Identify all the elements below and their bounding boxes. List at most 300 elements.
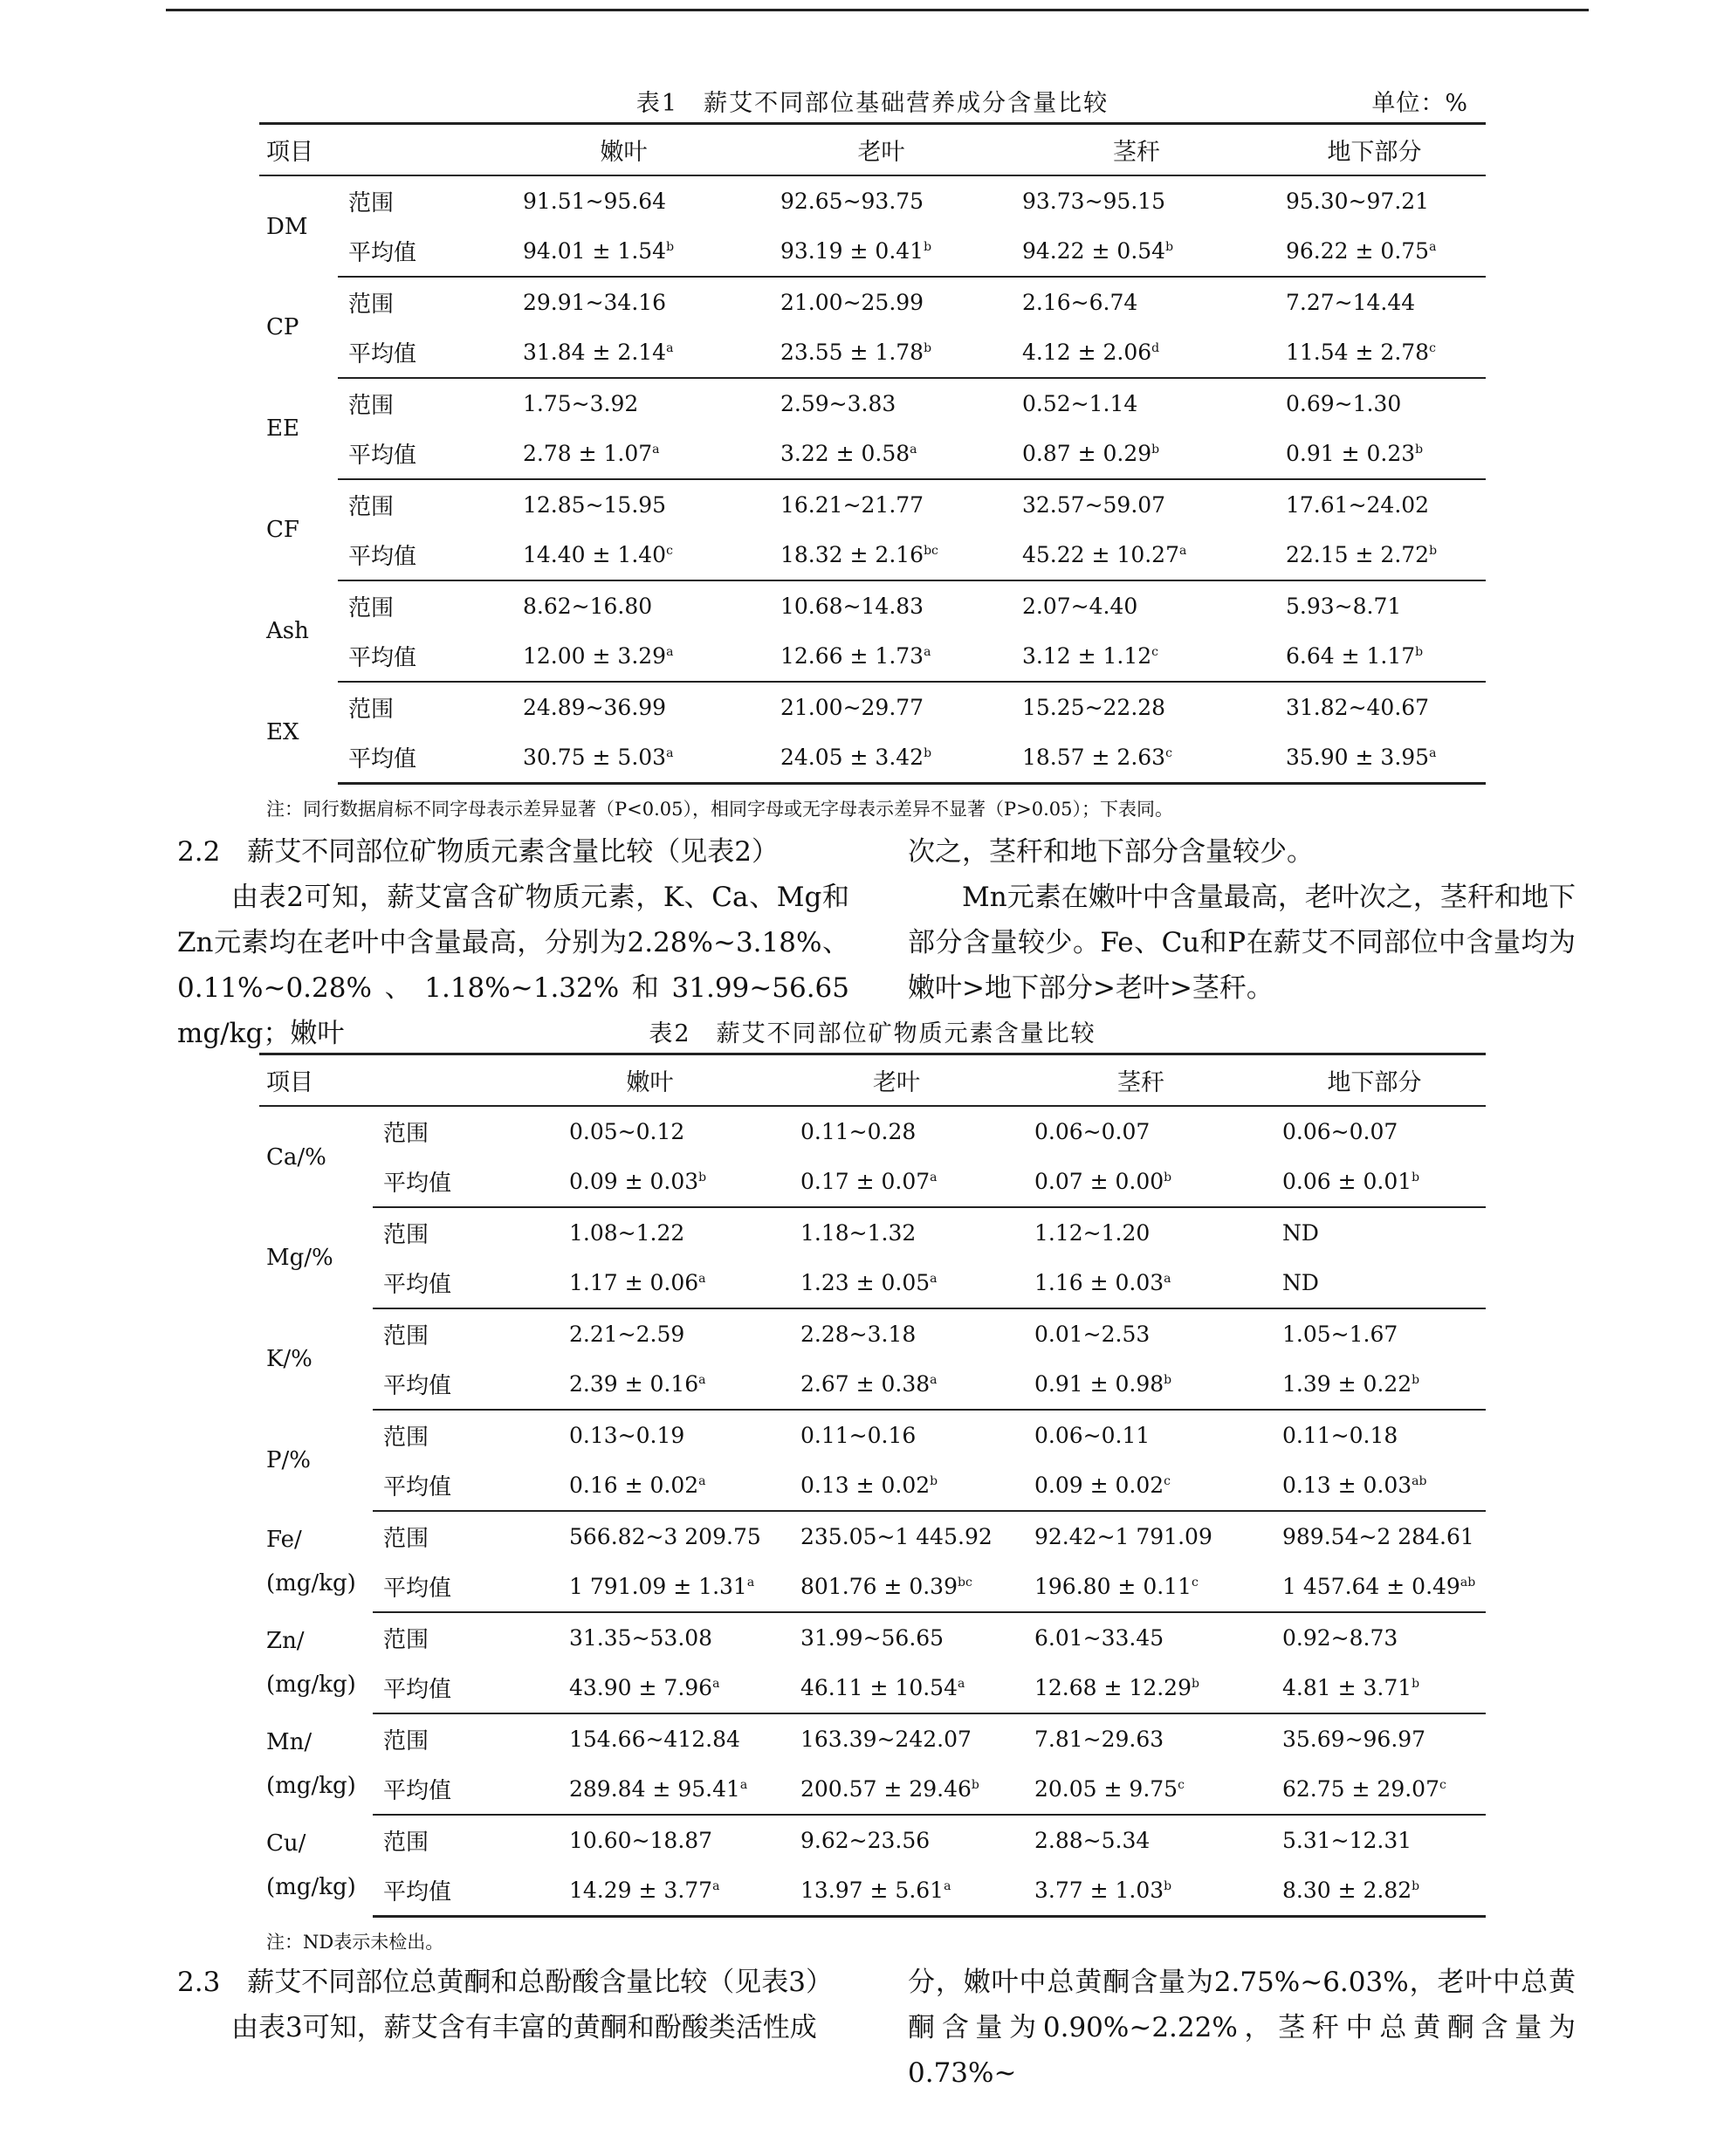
cell-value: 0.06~0.11 (1034, 1423, 1151, 1448)
value-cell (774, 1562, 1019, 1612)
cell-value: 3.77 ± 1.03 (1034, 1878, 1164, 1903)
significance-letter: b (1412, 1677, 1420, 1691)
value-cell (1010, 530, 1263, 580)
group-name: DM (266, 213, 308, 240)
cell-value: 20.05 ± 9.75 (1034, 1776, 1178, 1802)
significance-letter: b (1415, 645, 1424, 659)
group-unit: (mg/kg) (266, 1874, 356, 1901)
row-label: 范围 (383, 1121, 429, 1147)
table-row (259, 530, 1486, 580)
cell-value: 2.88~5.34 (1034, 1828, 1151, 1853)
row-label: 范围 (383, 1830, 429, 1856)
cell-value: 7.81~29.63 (1034, 1727, 1164, 1752)
significance-letter: c (1178, 1778, 1185, 1792)
row-label: 范围 (348, 190, 395, 216)
significance-letter: b (698, 1171, 707, 1184)
value-cell (1263, 1359, 1486, 1410)
value-cell (1019, 1713, 1263, 1764)
value-cell (525, 1511, 774, 1562)
value-cell (752, 175, 1010, 226)
value-cell (774, 1865, 1019, 1917)
significance-letter: b (1412, 1373, 1420, 1387)
significance-letter: c (1429, 341, 1436, 355)
value-cell (1263, 631, 1486, 682)
value-cell (1010, 580, 1263, 631)
cell-value: 1 791.09 ± 1.31 (569, 1574, 747, 1599)
cell-value: 163.39~242.07 (800, 1727, 972, 1752)
value-cell (774, 1157, 1019, 1207)
significance-letter: a (930, 1272, 938, 1286)
value-cell (495, 631, 752, 682)
value-cell (1010, 732, 1263, 784)
row-label: 平均值 (373, 1663, 525, 1713)
value-cell (752, 226, 1010, 277)
value-cell (495, 580, 752, 631)
cell-value: 5.93~8.71 (1286, 594, 1402, 619)
table-row (259, 1359, 1486, 1410)
row-label: 平均值 (373, 1359, 525, 1410)
table-row (259, 175, 1486, 226)
page-top-rule (166, 9, 1589, 11)
cell-value: 13.97 ± 5.61 (800, 1878, 944, 1903)
significance-letter: b (1151, 443, 1160, 457)
group-name: Zn/ (266, 1628, 305, 1654)
significance-letter: b (971, 1778, 979, 1792)
significance-letter: a (712, 1879, 720, 1893)
significance-letter: c (1165, 746, 1172, 760)
cell-value: 31.35~53.08 (569, 1625, 713, 1651)
col-header: 茎秆 (1010, 124, 1263, 176)
value-cell (1019, 1258, 1263, 1308)
table-row (259, 1663, 1486, 1713)
col-header: 嫩叶 (495, 124, 752, 176)
row-label: 平均值 (373, 1157, 525, 1207)
row-label: 范围 (383, 1526, 429, 1552)
table-row (259, 1308, 1486, 1359)
significance-letter: b (1429, 544, 1438, 558)
row-group-label (259, 277, 338, 378)
significance-letter: a (712, 1677, 720, 1691)
row-group-label (259, 580, 338, 682)
row-label: 平均值 (338, 631, 495, 682)
cell-value: 235.05~1 445.92 (800, 1524, 993, 1549)
table-row (259, 1815, 1486, 1865)
value-cell (1263, 1460, 1486, 1511)
col-header: 嫩叶 (525, 1054, 774, 1107)
cell-value: 96.22 ± 0.75 (1286, 238, 1430, 264)
cell-value: 43.90 ± 7.96 (569, 1675, 713, 1700)
value-cell (1263, 1562, 1486, 1612)
significance-letter: b (1164, 1879, 1172, 1893)
row-group-label (259, 1713, 373, 1815)
cell-value: 0.13 ± 0.03 (1282, 1473, 1412, 1498)
row-group-label (259, 378, 338, 479)
cell-value: 0.69~1.30 (1286, 391, 1402, 416)
value-cell (752, 479, 1010, 530)
cell-value: 0.06~0.07 (1034, 1119, 1151, 1144)
value-cell (525, 1562, 774, 1612)
row-group-label (259, 682, 338, 784)
significance-letter: bc (924, 544, 938, 558)
value-cell (1263, 277, 1486, 327)
cell-value: 0.06 ± 0.01 (1282, 1169, 1412, 1194)
significance-letter: c (1151, 645, 1159, 659)
table-row (259, 1612, 1486, 1663)
significance-letter: a (698, 1373, 706, 1387)
significance-letter: ab (1460, 1576, 1476, 1590)
row-group-label (259, 479, 338, 580)
value-cell (1019, 1359, 1263, 1410)
cell-value: 92.42~1 791.09 (1034, 1524, 1212, 1549)
value-cell (1019, 1308, 1263, 1359)
significance-letter: b (930, 1474, 938, 1488)
value-cell (1263, 1207, 1486, 1258)
cell-value: 1.39 ± 0.22 (1282, 1371, 1412, 1397)
value-cell (774, 1308, 1019, 1359)
cell-value: 2.78 ± 1.07 (523, 441, 653, 466)
value-cell (1263, 1663, 1486, 1713)
significance-letter: a (910, 443, 917, 457)
table-row (259, 277, 1486, 327)
table-2-header-row (259, 1054, 1486, 1107)
cell-value: 1.75~3.92 (523, 391, 639, 416)
value-cell (1010, 277, 1263, 327)
table-1-grid (259, 122, 1486, 785)
value-cell (752, 732, 1010, 784)
cell-value: 0.07 ± 0.00 (1034, 1169, 1164, 1194)
value-cell (495, 732, 752, 784)
value-cell (752, 682, 1010, 732)
section-2-2-right-line: 次之，茎秆和地下部分含量较少。 (908, 836, 1314, 868)
table-row (259, 1865, 1486, 1917)
table-2 (259, 1014, 1486, 1954)
table-2-note: 注：ND表示未检出。 (266, 1932, 444, 1953)
cell-value: 289.84 ± 95.41 (569, 1776, 740, 1802)
value-cell (525, 1207, 774, 1258)
value-cell (752, 580, 1010, 631)
value-cell (1263, 1106, 1486, 1157)
row-label: 范围 (348, 697, 395, 723)
value-cell (774, 1511, 1019, 1562)
group-name: P/% (266, 1447, 311, 1473)
row-label: 范围 (383, 1323, 429, 1349)
significance-letter: b (924, 240, 932, 254)
group-name: Cu/ (266, 1830, 306, 1857)
cell-value: 95.30~97.21 (1286, 189, 1430, 214)
group-name: CP (266, 314, 299, 340)
cell-value: 6.01~33.45 (1034, 1625, 1164, 1651)
value-cell (1263, 1764, 1486, 1815)
cell-value: 0.09 ± 0.03 (569, 1169, 699, 1194)
table-1 (259, 84, 1486, 821)
section-2-2-right-paragraph: Mn元素在嫩叶中含量最高，老叶次之，茎秆和地下部分含量较少。Fe、Cu和P在薪艾不同部位中含量均为嫩叶>地下部分>老叶>茎秆。 (908, 882, 1576, 1004)
value-cell (1263, 1410, 1486, 1460)
group-unit: (mg/kg) (266, 1672, 356, 1698)
value-cell (1010, 226, 1263, 277)
cell-value: 23.55 ± 1.78 (780, 340, 924, 365)
cell-value: 15.25~22.28 (1022, 695, 1166, 720)
section-2-3-heading: 2.3 薪艾不同部位总黄酮和总酚酸含量比较（见表3） (177, 1967, 834, 1998)
cell-value: 1.23 ± 0.05 (800, 1270, 931, 1295)
value-cell (525, 1815, 774, 1865)
significance-letter: a (666, 746, 674, 760)
row-group-label (259, 1815, 373, 1917)
cell-value: 0.13 ± 0.02 (800, 1473, 931, 1498)
cell-value: 0.91 ± 0.23 (1286, 441, 1416, 466)
group-unit: (mg/kg) (266, 1773, 356, 1799)
col-header (338, 124, 495, 176)
value-cell (495, 429, 752, 479)
cell-value: 12.00 ± 3.29 (523, 643, 667, 669)
cell-value: 31.99~56.65 (800, 1625, 944, 1651)
cell-value: 29.91~34.16 (523, 290, 667, 315)
cell-value: 24.05 ± 3.42 (780, 745, 924, 770)
section-2-3-right-paragraph: 分，嫩叶中总黄酮含量为2.75%~6.03%，老叶中总黄酮含量为0.90%~2.22%，茎秆中总黄酮含量为0.73%~ (908, 1967, 1576, 2089)
col-header: 老叶 (774, 1054, 1019, 1107)
cell-value: 0.52~1.14 (1022, 391, 1138, 416)
cell-value: 18.32 ± 2.16 (780, 542, 924, 567)
row-label: 范围 (383, 1222, 429, 1248)
cell-value: 6.64 ± 1.17 (1286, 643, 1416, 669)
cell-value: 1 457.64 ± 0.49 (1282, 1574, 1460, 1599)
cell-value: 94.01 ± 1.54 (523, 238, 667, 264)
table-row (259, 1460, 1486, 1511)
value-cell (1019, 1865, 1263, 1917)
significance-letter: a (739, 1778, 748, 1792)
row-label: 范围 (383, 1627, 429, 1653)
section-2-2-heading: 2.2 薪艾不同部位矿物质元素含量比较（见表2） (177, 836, 780, 868)
cell-value: 0.16 ± 0.02 (569, 1473, 699, 1498)
cell-value: 2.59~3.83 (780, 391, 896, 416)
table-row (259, 1157, 1486, 1207)
group-unit: (mg/kg) (266, 1570, 356, 1596)
significance-letter: b (1412, 1879, 1420, 1893)
significance-letter: a (698, 1474, 706, 1488)
group-name: EE (266, 415, 299, 442)
value-cell (525, 1359, 774, 1410)
value-cell (1010, 631, 1263, 682)
table-1-note: 注：同行数据肩标不同字母表示差异显著（P<0.05），相同字母或无字母表示差异不显著（P>0.05）；下表同。 (266, 799, 1173, 820)
cell-value: 92.65~93.75 (780, 189, 924, 214)
row-label: 范围 (348, 494, 395, 520)
value-cell (774, 1207, 1019, 1258)
value-cell (1010, 175, 1263, 226)
cell-value: 21.00~25.99 (780, 290, 924, 315)
value-cell (774, 1410, 1019, 1460)
group-name: Fe/ (266, 1527, 302, 1553)
value-cell (1263, 378, 1486, 429)
cell-value: 7.27~14.44 (1286, 290, 1416, 315)
cell-value: 0.11~0.28 (800, 1119, 917, 1144)
value-cell (1019, 1157, 1263, 1207)
value-cell (752, 631, 1010, 682)
significance-letter: a (666, 645, 674, 659)
value-cell (1263, 327, 1486, 378)
cell-value: 46.11 ± 10.54 (800, 1675, 958, 1700)
cell-value: 5.31~12.31 (1282, 1828, 1412, 1853)
table-1-header-row (259, 124, 1486, 176)
row-group-label (259, 175, 338, 277)
value-cell (495, 378, 752, 429)
value-cell (774, 1359, 1019, 1410)
significance-letter: a (698, 1272, 706, 1286)
value-cell (1019, 1106, 1263, 1157)
significance-letter: a (930, 1373, 938, 1387)
cell-value: 17.61~24.02 (1286, 492, 1430, 518)
value-cell (1263, 1713, 1486, 1764)
significance-letter: b (924, 341, 932, 355)
section-2-3-left-paragraph: 由表3可知，薪艾含有丰富的黄酮和酚酸类活性成 (231, 2012, 817, 2043)
value-cell (752, 429, 1010, 479)
row-label: 平均值 (373, 1258, 525, 1308)
value-cell (1019, 1612, 1263, 1663)
significance-letter: a (1178, 544, 1187, 558)
value-cell (525, 1106, 774, 1157)
cell-value: 196.80 ± 0.11 (1034, 1574, 1192, 1599)
table-2-caption: 表2 薪艾不同部位矿物质元素含量比较 (649, 1020, 1096, 1047)
value-cell (1263, 1157, 1486, 1207)
cell-value: 1.05~1.67 (1282, 1322, 1398, 1347)
significance-letter: b (924, 746, 932, 760)
value-cell (495, 530, 752, 580)
table-row (259, 1511, 1486, 1562)
cell-value: 31.82~40.67 (1286, 695, 1430, 720)
significance-letter: b (1412, 1171, 1420, 1184)
cell-value: 35.90 ± 3.95 (1286, 745, 1430, 770)
group-name: Mg/% (266, 1245, 333, 1271)
cell-value: 12.68 ± 12.29 (1034, 1675, 1192, 1700)
row-group-label (259, 1106, 373, 1207)
cell-value: 3.12 ± 1.12 (1022, 643, 1152, 669)
cell-value: 94.22 ± 0.54 (1022, 238, 1166, 264)
cell-value: 14.29 ± 3.77 (569, 1878, 713, 1903)
cell-value: 1.08~1.22 (569, 1220, 685, 1246)
cell-value: 0.05~0.12 (569, 1119, 685, 1144)
group-name: Mn/ (266, 1729, 313, 1755)
cell-value: 14.40 ± 1.40 (523, 542, 667, 567)
value-cell (1019, 1663, 1263, 1713)
significance-letter: d (1151, 341, 1160, 355)
table-row (259, 327, 1486, 378)
value-cell (1010, 378, 1263, 429)
value-cell (1263, 175, 1486, 226)
table-1-unit: 单位：% (1371, 90, 1468, 117)
cell-value: 1.18~1.32 (800, 1220, 917, 1246)
significance-letter: ab (1412, 1474, 1427, 1488)
value-cell (774, 1106, 1019, 1157)
col-header: 茎秆 (1019, 1054, 1263, 1107)
cell-value: 8.62~16.80 (523, 594, 653, 619)
value-cell (525, 1308, 774, 1359)
table-row (259, 631, 1486, 682)
cell-value: 0.87 ± 0.29 (1022, 441, 1152, 466)
significance-letter: b (1164, 1171, 1172, 1184)
table-row (259, 1106, 1486, 1157)
value-cell (525, 1764, 774, 1815)
row-label: 平均值 (338, 530, 495, 580)
cell-value: 10.60~18.87 (569, 1828, 713, 1853)
row-label: 范围 (383, 1728, 429, 1754)
col-header: 地下部分 (1263, 124, 1486, 176)
significance-letter: c (1164, 1474, 1171, 1488)
significance-letter: a (1429, 746, 1437, 760)
significance-letter: a (652, 443, 660, 457)
table-row (259, 580, 1486, 631)
cell-value: 566.82~3 209.75 (569, 1524, 761, 1549)
row-group-label (259, 1207, 373, 1308)
significance-letter: c (1191, 1576, 1199, 1590)
table-row (259, 1410, 1486, 1460)
significance-letter: a (1429, 240, 1437, 254)
row-label: 范围 (348, 393, 395, 419)
cell-value: 11.54 ± 2.78 (1286, 340, 1430, 365)
value-cell (495, 226, 752, 277)
cell-value: 989.54~2 284.61 (1282, 1524, 1474, 1549)
row-label: 平均值 (338, 732, 495, 784)
table-row (259, 682, 1486, 732)
row-label: 平均值 (338, 226, 495, 277)
table-1-caption: 表1 薪艾不同部位基础营养成分含量比较 (635, 90, 1109, 117)
group-name: Ca/% (266, 1143, 326, 1171)
row-label: 范围 (348, 292, 395, 318)
cell-value: 8.30 ± 2.82 (1282, 1878, 1412, 1903)
value-cell (1010, 429, 1263, 479)
table-row (259, 1258, 1486, 1308)
value-cell (1019, 1764, 1263, 1815)
cell-value: 0.92~8.73 (1282, 1625, 1398, 1651)
group-name: Ash (266, 618, 309, 644)
value-cell (752, 327, 1010, 378)
cell-value: 12.66 ± 1.73 (780, 643, 924, 669)
cell-value: 1.16 ± 0.03 (1034, 1270, 1164, 1295)
cell-value: 0.11~0.18 (1282, 1423, 1398, 1448)
value-cell (1263, 530, 1486, 580)
value-cell (1010, 682, 1263, 732)
cell-value: 18.57 ± 2.63 (1022, 745, 1166, 770)
significance-letter: b (1164, 1373, 1172, 1387)
value-cell (1263, 1815, 1486, 1865)
value-cell (1019, 1511, 1263, 1562)
col-header: 老叶 (752, 124, 1010, 176)
cell-value: 2.28~3.18 (800, 1322, 917, 1347)
cell-value: 32.57~59.07 (1022, 492, 1166, 518)
row-group-label (259, 1511, 373, 1612)
cell-value: 91.51~95.64 (523, 189, 667, 214)
table-row (259, 1764, 1486, 1815)
value-cell (495, 479, 752, 530)
cell-value: 154.66~412.84 (569, 1727, 740, 1752)
significance-letter: c (666, 544, 673, 558)
cell-value: 801.76 ± 0.39 (800, 1574, 958, 1599)
cell-value: 0.91 ± 0.98 (1034, 1371, 1164, 1397)
significance-letter: b (1415, 443, 1424, 457)
cell-value: 4.81 ± 3.71 (1282, 1675, 1412, 1700)
significance-letter: b (1165, 240, 1174, 254)
cell-value: 2.16~6.74 (1022, 290, 1138, 315)
value-cell (525, 1157, 774, 1207)
value-cell (1010, 327, 1263, 378)
significance-letter: a (666, 341, 674, 355)
col-header (373, 1054, 525, 1107)
value-cell (752, 530, 1010, 580)
value-cell (1263, 732, 1486, 784)
value-cell (1019, 1815, 1263, 1865)
value-cell (1010, 479, 1263, 530)
table-row (259, 378, 1486, 429)
group-name: K/% (266, 1346, 313, 1372)
cell-value: ND (1282, 1220, 1319, 1246)
table-row (259, 1562, 1486, 1612)
